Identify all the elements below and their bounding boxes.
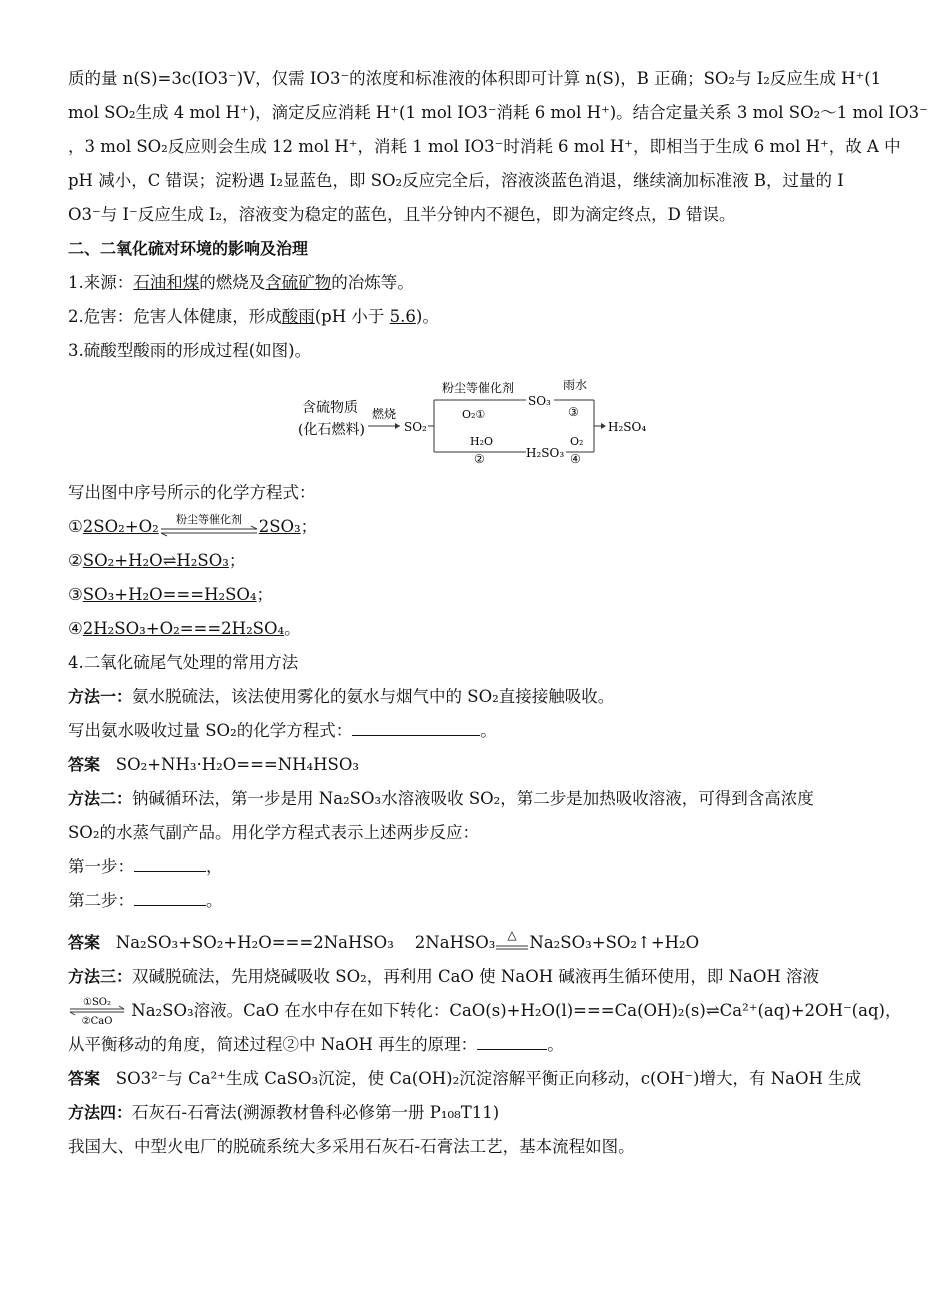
equation-text: 2H₂SO₃+O₂===2H₂SO₄ <box>82 619 285 638</box>
paragraph-line: mol SO₂生成 4 mol H⁺)，滴定反应消耗 H⁺(1 mol IO3⁻消耗 6 mol H⁺)。结合定量关系 3 mol SO₂～1 mol IO3⁻ <box>68 103 928 122</box>
method-1-question: 写出氨水吸收过量 SO₂的化学方程式： 。 <box>68 714 884 748</box>
step2-label: ② <box>474 452 485 464</box>
acid-rain-diagram <box>296 374 884 468</box>
acid-rain-flow-svg <box>296 374 656 464</box>
equation-intro: 写出图中序号所示的化学方程式： <box>68 483 316 502</box>
section-heading: 二、二氧化硫对环境的影响及治理 <box>68 239 309 258</box>
method-1: 方法一：氨水脱硫法，该法使用雾化的氨水与烟气中的 SO₂直接接触吸收。 <box>68 687 615 706</box>
underlined-answer: 5.6 <box>389 307 416 326</box>
method-3: 方法三：双碱脱硫法，先用烧碱吸收 SO₂，再利用 CaO 使 NaOH 碱液再生循环使用，即 NaOH 溶液 <box>68 967 820 986</box>
answer-label: 答案 <box>68 1069 101 1088</box>
paragraph-line: ，3 mol SO₂反应则会生成 12 mol H⁺，消耗 1 mol IO3⁻时消耗 6 mol H⁺，即相当于生成 6 mol H⁺，故 A 中 <box>68 137 901 156</box>
reversible-catalyst-arrow <box>159 513 259 543</box>
document-page <box>68 62 928 1164</box>
arrow-head <box>395 423 400 429</box>
equation-2: ②SO₂+H₂O⇌H₂SO₃； <box>68 551 246 570</box>
underlined-answer: 含硫矿物 <box>265 273 332 292</box>
method-4-cont: 我国大、中型火电厂的脱硫系统大多采用石灰石-石膏法工艺，基本流程如图。 <box>68 1137 635 1156</box>
equation-right: 2SO₃ <box>258 517 301 536</box>
method-2-step1: 第一步： ， <box>68 850 884 884</box>
underlined-answer: 酸雨 <box>281 307 315 326</box>
step4-label: ④ <box>570 452 581 464</box>
paragraph-line: O3⁻与 I⁻反应生成 I₂，溶液变为稳定的蓝色，且半分钟内不褪色，即为滴定终点，D 错误。 <box>68 205 736 224</box>
harm-item: 2.危害：危害人体健康，形成酸雨(pH 小于 5.6)。 <box>68 307 439 326</box>
method-label: 方法三： <box>68 967 133 986</box>
answer-explanation-paragraph <box>68 62 928 232</box>
method-3-cont: ①SO₂ ②CaO Na₂SO₃溶液。CaO 在水中存在如下转化：CaO(s)+H₂O(l)===Ca(OH)₂(s)⇌Ca²⁺(aq)+2OH⁻(aq)， <box>68 994 884 1028</box>
arrow-top-label: ①SO₂ <box>82 996 112 1008</box>
heat-symbol: △ <box>507 928 518 942</box>
equation-text: SO₂+H₂O⇌H₂SO₃ <box>82 551 229 570</box>
method-2-answer: 答案 Na₂SO₃+SO₂+H₂O===2NaHSO₃ 2NaHSO₃ △ Na₂SO₃+SO₂↑+H₂O <box>68 926 884 960</box>
source-item: 1.来源：石油和煤的燃烧及含硫矿物的冶炼等。 <box>68 273 414 292</box>
answer-label: 答案 <box>68 933 101 952</box>
method-label: 方法一： <box>68 687 133 706</box>
underlined-answer: 石油和煤 <box>133 273 200 292</box>
method-label: 方法四： <box>68 1103 133 1122</box>
arrow-head <box>601 423 606 429</box>
formation-item: 3.硫酸型酸雨的形成过程(如图)。 <box>68 341 312 360</box>
subsection-heading: 4.二氧化硫尾气处理的常用方法 <box>68 653 299 672</box>
equation-text: SO₃+H₂O===H₂SO₄ <box>82 585 257 604</box>
method-1-answer: 答案 SO₂+NH₃·H₂O===NH₄HSO₃ <box>68 755 360 774</box>
method-label: 方法二： <box>68 789 133 808</box>
answer-label: 答案 <box>68 755 101 774</box>
equation-4: ④2H₂SO₃+O₂===2H₂SO₄。 <box>68 619 301 638</box>
paragraph-line: 质的量 n(S)=3c(IO3⁻)V，仅需 IO3⁻的浓度和标准液的体积即可计算 n(S)，B 正确；SO₂与 I₂反应生成 H⁺(1 <box>68 69 882 88</box>
equation-left: 2SO₂+O₂ <box>82 517 159 536</box>
heat-condition-arrow <box>495 929 529 959</box>
o2-label: O₂ <box>570 435 584 448</box>
answer-blank <box>134 887 206 906</box>
h2o-label: H₂O <box>470 435 494 448</box>
method-2: 方法二：钠碱循环法，第一步是用 Na₂SO₃水溶液吸收 SO₂，第二步是加热吸收溶液，可得到含高浓度 <box>68 789 814 808</box>
method-4: 方法四：石灰石-石膏法(溯源教材鲁科必修第一册 P₁₀₈T11) <box>68 1103 500 1122</box>
method-3-question: 从平衡移动的角度，简述过程②中 NaOH 再生的原理： 。 <box>68 1028 884 1062</box>
paragraph-line: pH 减小，C 错误；淀粉遇 I₂显蓝色，即 SO₂反应完全后，溶液淡蓝色消退，继续滴加标准液 B，过量的 I <box>68 171 844 190</box>
method-2-cont: SO₂的水蒸气副产品。用化学方程式表示上述两步反应： <box>68 823 479 842</box>
step3-label: ③ <box>568 405 579 419</box>
answer-blank <box>352 717 480 736</box>
so3-label: SO₃ <box>528 394 551 408</box>
arrow-bottom-label: ②CaO <box>81 1015 113 1027</box>
method-3-answer: 答案 SO3²⁻与 Ca²⁺生成 CaSO₃沉淀，使 Ca(OH)₂沉淀溶解平衡正向移动，c(OH⁻)增大，有 NaOH 生成 <box>68 1069 862 1088</box>
catalyst-label: 粉尘等催化剂 <box>442 381 515 395</box>
catalyst-condition: 粉尘等催化剂 <box>175 512 242 526</box>
method-2-step2: 第二步： 。 <box>68 884 884 918</box>
answer-blank <box>477 1031 547 1050</box>
two-way-arrow <box>68 997 126 1027</box>
rain-label: 雨水 <box>563 378 588 392</box>
answer-blank <box>134 853 206 872</box>
h2so4-label: H₂SO₄ <box>608 420 647 434</box>
source-label: 含硫物质 <box>302 400 358 416</box>
so2-label: SO₂ <box>404 420 427 434</box>
h2so3-label: H₂SO₃ <box>526 446 565 460</box>
equation-3: ③SO₃+H₂O===H₂SO₄； <box>68 585 274 604</box>
equation-1: ①2SO₂+O₂ 粉尘等催化剂 2SO₃； <box>68 510 884 544</box>
o2-step1-label: O₂① <box>462 408 486 421</box>
source-sublabel: (化石燃料) <box>298 422 365 438</box>
burn-label: 燃烧 <box>372 407 397 421</box>
